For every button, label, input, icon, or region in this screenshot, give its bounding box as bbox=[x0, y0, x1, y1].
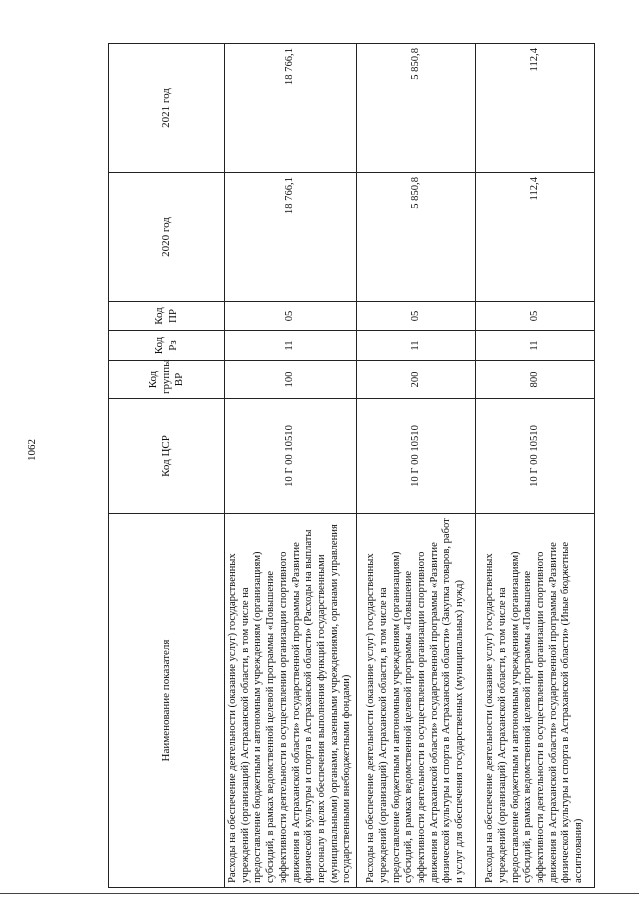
row-csr: 10 Г 00 10510 bbox=[357, 399, 476, 514]
row-vr: 800 bbox=[476, 361, 595, 399]
row-vr: 100 bbox=[225, 361, 357, 399]
row-2020: 112,4 bbox=[476, 173, 595, 302]
row-pr: 05 bbox=[225, 302, 357, 331]
row-2020: 18 766,1 bbox=[225, 173, 357, 302]
header-2021: 2021 год bbox=[109, 44, 225, 173]
header-csr: Код ЦСР bbox=[109, 399, 225, 514]
header-pr: Код ПР bbox=[109, 302, 225, 331]
row-pr: 05 bbox=[357, 302, 476, 331]
row-name: Расходы на обеспечение деятельности (оказание услуг) государственных учреждений (организаций) Астраханской области, в том числе на предоставление бюджетным и автономным учреждениям (организациям) субсидий, в рамках ведомственной целевой программы «Повышение эффективности деятельности в осуществлении организации спортивного движения в Астраханской области» государственной программы «Развитие физической культуры и спорта в Астраханской области» (Иные бюджетные ассигнования) bbox=[476, 514, 595, 888]
row-2021: 18 766,1 bbox=[225, 44, 357, 173]
row-2021: 5 850,8 bbox=[357, 44, 476, 173]
row-vr: 200 bbox=[357, 361, 476, 399]
row-rz: 11 bbox=[476, 331, 595, 361]
table-header-row bbox=[109, 44, 225, 888]
header-2020: 2020 год bbox=[109, 173, 225, 302]
footer-divider bbox=[0, 893, 639, 894]
row-2020: 5 850,8 bbox=[357, 173, 476, 302]
table-row bbox=[357, 44, 476, 888]
table-row bbox=[476, 44, 595, 888]
page-number: 1062 bbox=[26, 439, 38, 461]
row-csr: 10 Г 00 10510 bbox=[225, 399, 357, 514]
row-2021: 112,4 bbox=[476, 44, 595, 173]
rotated-table-container bbox=[108, 44, 585, 888]
row-csr: 10 Г 00 10510 bbox=[476, 399, 595, 514]
row-rz: 11 bbox=[225, 331, 357, 361]
header-rz: Код Рз bbox=[109, 331, 225, 361]
row-rz: 11 bbox=[357, 331, 476, 361]
header-vr: Код группы ВР bbox=[109, 361, 225, 399]
row-name: Расходы на обеспечение деятельности (оказание услуг) государственных учреждений (организаций) Астраханской области, в том числе на предоставление бюджетным и автономным учреждениям (организациям) субсидий, в рамках ведомственной целевой программы «Повышение эффективности деятельности в осуществлении организации спортивного движения в Астраханской области» государственной программы «Развитие физической культуры и спорта в Астраханской области» (Расходы на выплаты персоналу в целях обеспечения выполнения функций государственными (муниципальными) органами, казенными учреждениями, органами управления государственными внебюджетными фондами) bbox=[225, 514, 357, 888]
table-frame bbox=[108, 44, 585, 888]
header-name: Наименование показателя bbox=[109, 514, 225, 888]
budget-table bbox=[108, 43, 595, 888]
row-name: Расходы на обеспечение деятельности (оказание услуг) государственных учреждений (организаций) Астраханской области, в том числе на предоставление бюджетным и автономным учреждениям (организациям) субсидий, в рамках ведомственной целевой программы «Повышение эффективности деятельности в осуществлении организации спортивного движения в Астраханской области» государственной программы «Развитие физической культуры и спорта в Астраханской области» (Закупка товаров, работ и услуг для обеспечения государственных (муниципальных) нужд) bbox=[357, 514, 476, 888]
table-row bbox=[225, 44, 357, 888]
row-pr: 05 bbox=[476, 302, 595, 331]
